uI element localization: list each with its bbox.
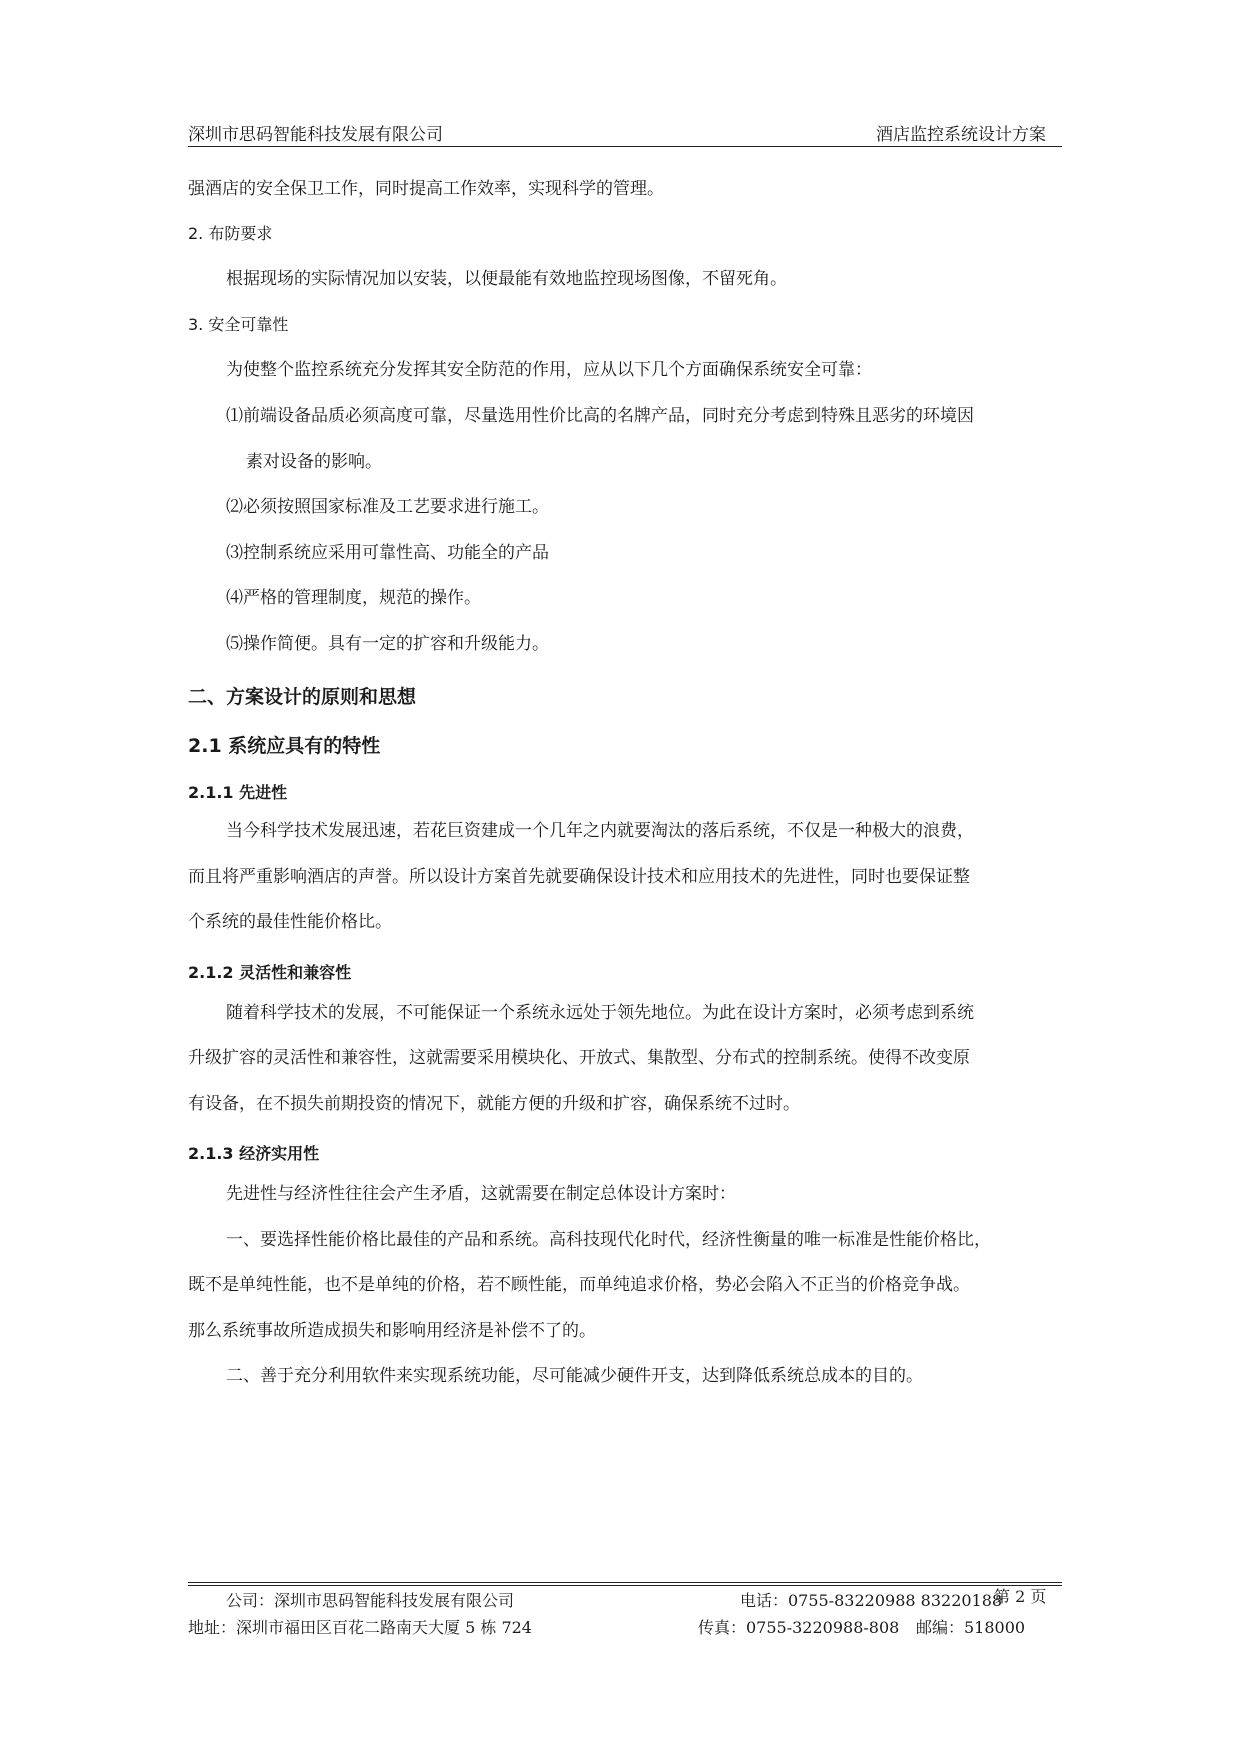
paragraph-economy: 先进性与经济性往往会产生矛盾，这就需要在制定总体设计方案时： [226,1184,736,1204]
page-header [188,116,1062,147]
list-item-2: ⑵必须按照国家标准及工艺要求进行施工。 [226,497,549,517]
paragraph-economy-point1-2: 既不是单纯性能，也不是单纯的价格，若不顾性能，而单纯追求价格，势必会陷入不正当的价格竞争战。 [188,1275,970,1295]
section-heading-2-1-1: 2.1.1 先进性 [188,783,288,802]
section-heading-2-1-3: 2.1.3 经济实用性 [188,1144,320,1163]
paragraph-economy-point2: 二、善于充分利用软件来实现系统功能，尽可能减少硬件开支，达到降低系统总成本的目的。 [226,1366,923,1386]
list-item-5: ⑸操作简便。具有一定的扩容和升级能力。 [226,634,549,654]
paragraph-continuation: 强酒店的安全保卫工作，同时提高工作效率，实现科学的管理。 [188,179,664,199]
list-item-1-continued: 素对设备的影响。 [246,452,382,472]
numbered-item-3: 3. 安全可靠性 [188,315,289,334]
paragraph-economy-point1-1: 一、要选择性能价格比最佳的产品和系统。高科技现代化时代，经济性衡量的唯一标准是性能价格比， [226,1230,991,1250]
footer-phone: 电话：0755-83220988 83220188 [740,1591,1003,1610]
footer-rule [188,1582,1062,1583]
paragraph-advanced-3: 个系统的最佳性能价格比。 [188,912,392,932]
paragraph-deployment: 根据现场的实际情况加以安装，以便最能有效地监控现场图像，不留死角。 [226,269,787,289]
paragraph-security: 为使整个监控系统充分发挥其安全防范的作用，应从以下几个方面确保系统安全可靠： [226,360,872,380]
footer-company: 公司：深圳市思码智能科技发展有限公司 [226,1591,515,1610]
paragraph-economy-point1-3: 那么系统事故所造成损失和影响用经济是补偿不了的。 [188,1321,596,1341]
header-company: 深圳市思码智能科技发展有限公司 [188,125,443,145]
footer-postcode: 邮编：518000 [916,1618,1026,1637]
paragraph-advanced-1: 当今科学技术发展迅速，若花巨资建成一个几年之内就要淘汰的落后系统，不仅是一种极大的浪费， [226,821,974,841]
paragraph-flexibility-2: 升级扩容的灵活性和兼容性，这就需要采用模块化、开放式、集散型、分布式的控制系统。使得不改变原 [188,1048,970,1068]
list-item-4: ⑷严格的管理制度，规范的操作。 [226,588,481,608]
footer-page-number: 第 2 页 [994,1587,1047,1606]
paragraph-flexibility-3: 有设备，在不损失前期投资的情况下，就能方便的升级和扩容，确保系统不过时。 [188,1094,800,1114]
list-item-3: ⑶控制系统应采用可靠性高、功能全的产品 [226,543,549,563]
footer-address: 地址：深圳市福田区百花二路南天大厦 5 栋 724 [188,1618,532,1637]
list-item-1: ⑴前端设备品质必须高度可靠，尽量选用性价比高的名牌产品，同时充分考虑到特殊且恶劣的环境因 [226,406,974,426]
paragraph-advanced-2: 而且将严重影响酒店的声誉。所以设计方案首先就要确保设计技术和应用技术的先进性，同时也要保证整 [188,867,970,887]
paragraph-flexibility-1: 随着科学技术的发展，不可能保证一个系统永远处于领先地位。为此在设计方案时，必须考虑到系统 [226,1003,974,1023]
numbered-item-2: 2. 布防要求 [188,224,273,243]
footer-fax: 传真：0755-3220988-808 [698,1618,900,1637]
header-title: 酒店监控系统设计方案 [876,125,1046,145]
section-heading-2: 二、方案设计的原则和思想 [188,686,417,708]
section-heading-2-1: 2.1 系统应具有的特性 [188,735,381,757]
footer-rule-inner [188,1585,1062,1586]
section-heading-2-1-2: 2.1.2 灵活性和兼容性 [188,963,352,982]
